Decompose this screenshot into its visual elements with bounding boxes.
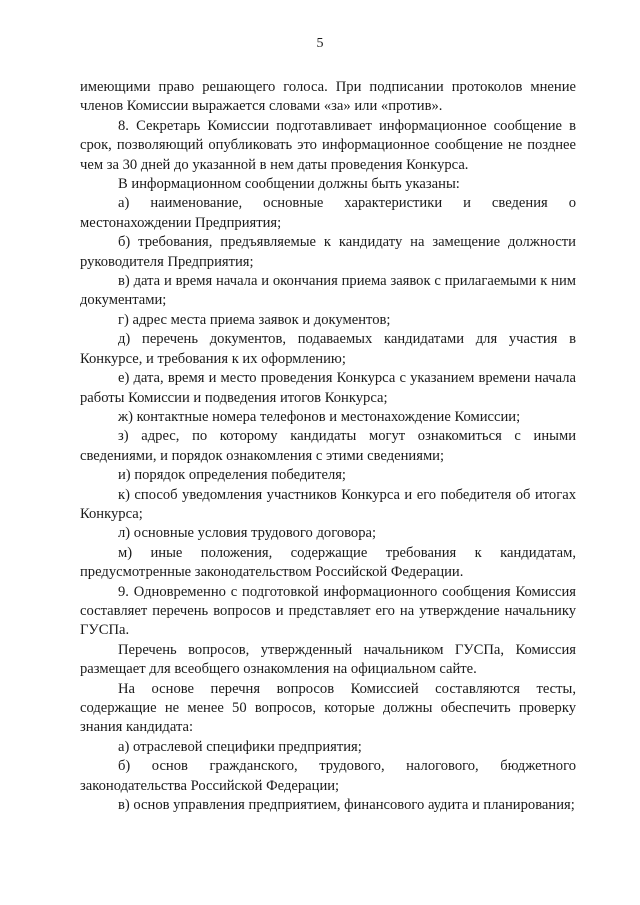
knowledge-item-a: а) отраслевой специфики предприятия; xyxy=(118,738,362,755)
list-item-b: б) требования, предъявляемые к кандидату на замещение должности руководителя Предприятия; xyxy=(80,234,576,270)
paragraph-intro-list: В информационном сообщении должны быть указаны: xyxy=(118,176,460,193)
knowledge-item-v: в) основ управления предприятием, финансового аудита и планирования; xyxy=(118,797,575,814)
list-item-v: в) дата и время начала и окончания приема заявок с прилагаемыми к ним документами; xyxy=(80,273,576,309)
list-item-d: д) перечень документов, подаваемых кандидатами для участия в Конкурсе, и требования к их оформлению; xyxy=(80,331,576,367)
knowledge-item-b: б) основ гражданского, трудового, налогового, бюджетного законодательства Российской Федерации; xyxy=(80,758,576,794)
list-item-m: м) иные положения, содержащие требования к кандидатам, предусмотренные законодательством Российской Федерации. xyxy=(80,544,576,581)
paragraph-tests: На основе перечня вопросов Комиссией составляются тесты, содержащие не менее 50 вопросов, которые должны обеспечить проверку знания кандидата: xyxy=(80,680,576,736)
paragraph-questions-published: Перечень вопросов, утвержденный начальником ГУСПа, Комиссия размещает для всеобщего ознакомления на официальном сайте. xyxy=(80,641,576,678)
list-item-a: а) наименование, основные характеристики и сведения о местонахождении Предприятия; xyxy=(80,195,576,231)
list-item-e: е) дата, время и место проведения Конкурса с указанием времени начала работы Комиссии и подведения итогов Конкурса; xyxy=(80,370,576,406)
list-item-i: и) порядок определения победителя; xyxy=(118,467,346,484)
list-item-zh: ж) контактные номера телефонов и местонахождение Комиссии; xyxy=(118,408,521,425)
paragraph-item-9: 9. Одновременно с подготовкой информационного сообщения Комиссия составляет перечень вопросов и представляет его на утверждение начальнику ГУСПа. xyxy=(80,583,576,639)
page-number: 5 xyxy=(316,36,324,51)
list-item-k: к) способ уведомления участников Конкурса и его победителя об итогах Конкурса; xyxy=(80,486,576,522)
paragraph-continuation: имеющими право решающего голоса. При подписании протоколов мнение членов Комиссии выражается словами «за» или «против». xyxy=(80,79,576,115)
list-item-g: г) адрес места приема заявок и документов; xyxy=(118,311,391,328)
paragraph-item-8: 8. Секретарь Комиссии подготавливает информационное сообщение в срок, позволяющий опубликовать это информационное сообщение не позднее чем за 30 дней до указанной в нем даты проведения Конкурса. xyxy=(80,117,576,173)
list-item-l: л) основные условия трудового договора; xyxy=(118,525,377,542)
list-item-z: з) адрес, по которому кандидаты могут ознакомиться с иными сведениями, и порядок ознакомления с этими сведениями; xyxy=(80,428,576,464)
document-body xyxy=(80,78,576,815)
